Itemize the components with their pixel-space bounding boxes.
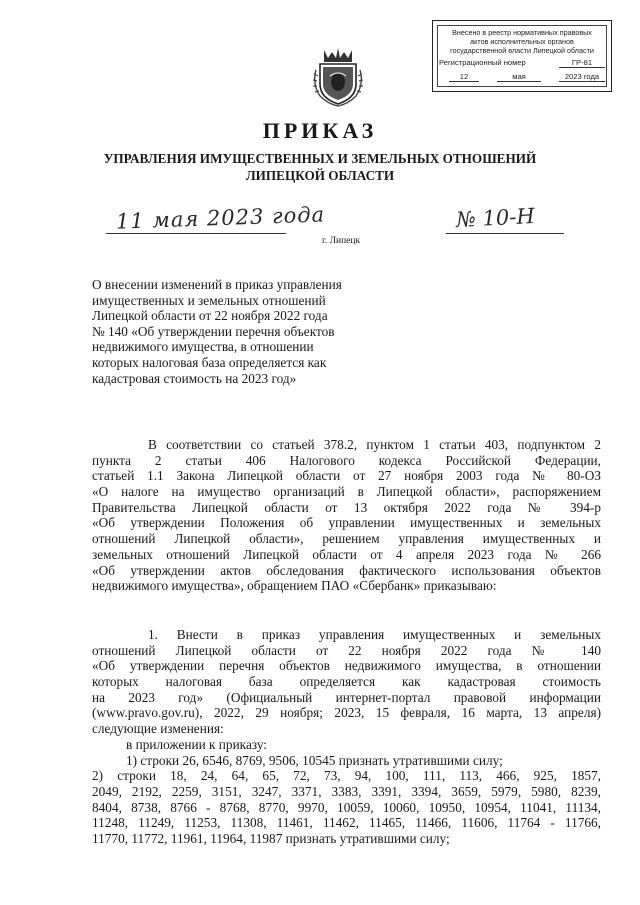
subject-line: О внесении изменений в приказ управления: [92, 277, 342, 292]
preamble-line: статьей 1.1 Закона Липецкой области от 27 ноября 2003 года № 80-ОЗ: [92, 468, 601, 484]
stamp-line: актов исполнительных органов: [470, 37, 574, 47]
item-1-line: «Об утверждении перечня объектов недвижимого имущества, в отношении: [92, 658, 601, 674]
subitem-1: 1) строки 26, 6546, 8769, 9506, 10545 признать утратившими силу;: [126, 752, 503, 768]
subject-line: № 140 «Об утверждении перечня объектов: [92, 323, 335, 339]
item-1-line: которых налоговая база определяется как кадастровая стоимость: [92, 674, 601, 690]
issuing-agency: [0, 150, 640, 184]
preamble-line: недвижимого имущества», обращением ПАО «Сбербанк» приказываю:: [92, 578, 497, 594]
preamble-line: отношений Липецкой области», решением управления имущественных и: [92, 531, 601, 547]
document-title: ПРИКАЗ: [262, 118, 378, 143]
preamble-line: земельных отношений Липецкой области от 4 апреля 2023 года № 266: [92, 546, 601, 562]
subject-line: имущественных и земельных отношений: [92, 292, 326, 308]
item-1-paragraph: [92, 627, 601, 847]
item-1-line: (www.pravo.gov.ru), 2022, 29 ноября; 2023, 15 февраля, 16 марта, 13 апреля): [92, 705, 601, 721]
stamp-line: Внесено в реестр нормативных правовых: [452, 28, 592, 37]
preamble-line: Правительства Липецкой области от 13 октября 2022 года № 394-р: [92, 499, 601, 515]
item-1-line: на 2023 год» (Официальный интернет-портал правовой информации: [92, 689, 601, 705]
subitem-2-line: 11248, 11249, 11253, 11308, 11461, 11462, 11465, 11466, 11606, 11764 - 11766,: [92, 815, 601, 831]
number-underline: [446, 233, 564, 234]
date-underline: [106, 233, 286, 234]
item-1-line: следующие изменения:: [92, 721, 224, 737]
subject-line: кадастровая стоимость на 2023 год»: [92, 370, 297, 386]
stamp-day: 12: [449, 72, 479, 82]
subject-line: которых налоговая база определяется как: [92, 354, 327, 370]
subitem-2-line: 11770, 11772, 11961, 11964, 11987 признать утратившими силу;: [92, 830, 450, 846]
appendix-intro: в приложении к приказу:: [126, 736, 267, 752]
preamble-line: пункта 2 статьи 406 Налогового кодекса Российской Федерации,: [92, 452, 601, 468]
handwritten-date: 11 мая 2023 года: [115, 202, 326, 234]
stamp-line: государственной власти Липецкой области: [450, 46, 594, 56]
preamble-line: «О налоге на имущество организаций в Липецкой области», распоряжением: [92, 484, 601, 500]
preamble-line: В соответствии со статьей 378.2, пунктом 1 статьи 403, подпунктом 2: [148, 437, 601, 452]
handwritten-number: № 10-Н: [455, 203, 536, 233]
agency-line: ЛИПЕЦКОЙ ОБЛАСТИ: [245, 168, 395, 183]
registration-stamp: [432, 20, 612, 92]
item-1-line: отношений Липецкой области от 22 ноября 2022 года № 140: [92, 642, 601, 658]
coat-of-arms-icon: [310, 44, 366, 108]
stamp-reg-label: Регистрационный номер: [439, 58, 526, 67]
preamble-line: «Об утверждении Положения об управлении имущественных и земельных: [92, 515, 601, 531]
subject-line: недвижимого имущества, в отношении: [92, 339, 314, 355]
subitem-2-line: 8404, 8738, 8766 - 8768, 8770, 9970, 10059, 10060, 10950, 10954, 11041, 11134,: [92, 799, 601, 815]
stamp-year: 2023 года: [559, 72, 605, 82]
subject-block: [92, 277, 392, 386]
city-label: г. Липецк: [322, 236, 361, 246]
subitem-2-line: 2) строки 18, 24, 64, 65, 72, 73, 94, 100, 111, 113, 466, 925, 1857,: [92, 768, 601, 784]
item-1-line: 1. Внести в приказ управления имущественных и земельных: [148, 627, 601, 642]
agency-line: УПРАВЛЕНИЯ ИМУЩЕСТВЕННЫХ И ЗЕМЕЛЬНЫХ ОТНОШЕНИЙ: [103, 151, 537, 166]
subject-line: Липецкой области от 22 ноября 2022 года: [92, 308, 328, 324]
subitem-2-line: 2049, 2192, 2259, 3151, 3247, 3371, 3383, 3391, 3394, 3659, 5979, 5980, 8239,: [92, 783, 601, 799]
stamp-reg-number: ГР-81: [559, 58, 605, 68]
preamble-line: «Об утверждении актов обследования фактического использования объектов: [92, 562, 601, 578]
preamble-paragraph: [92, 437, 601, 594]
stamp-month: мая: [497, 72, 541, 82]
